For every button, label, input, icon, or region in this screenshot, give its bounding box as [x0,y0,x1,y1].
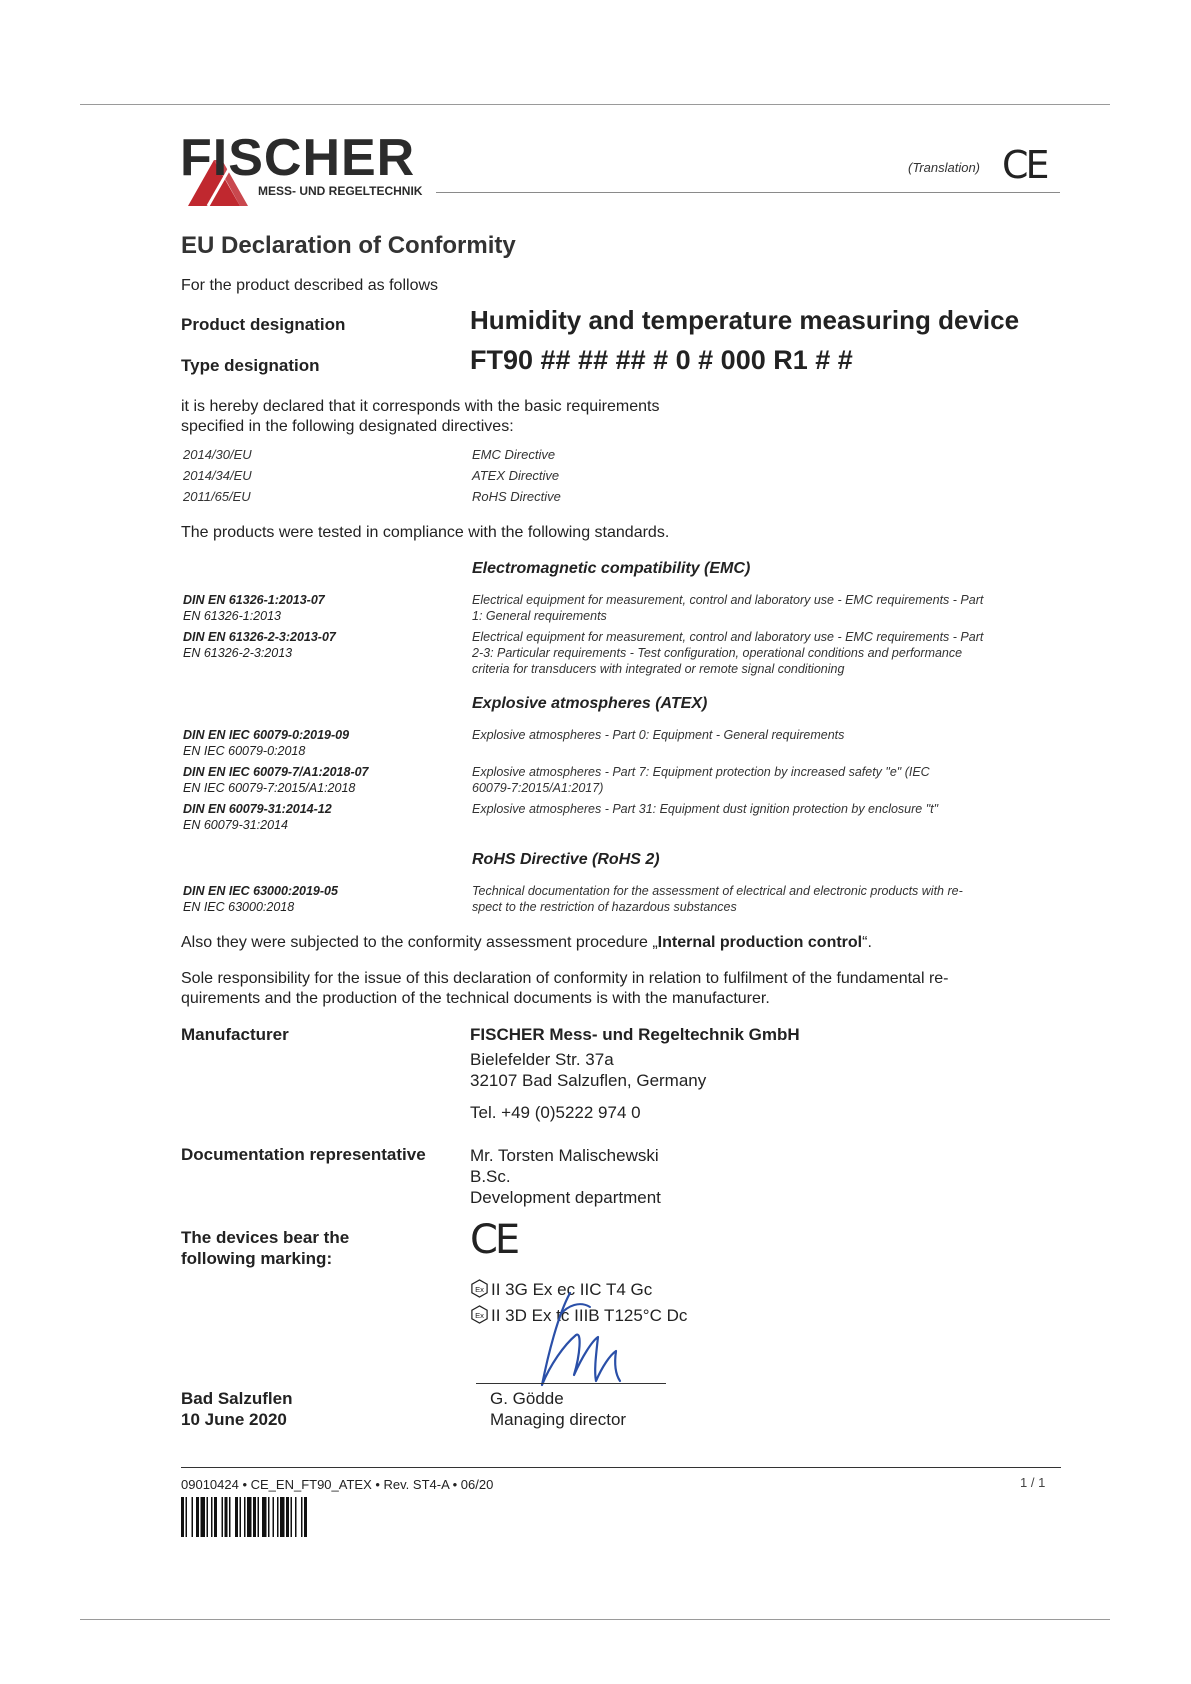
assessment-suffix: “. [862,934,872,951]
barcode-bar [301,1497,303,1537]
doc-rep-details [470,1145,661,1208]
declaration-text [181,397,659,437]
ex-marking-gas-text: II 3G Ex ec IIC T4 Gc [491,1280,653,1299]
standard-description [472,883,1047,915]
type-designation-value: FT90 ## ## ## # 0 # 000 R1 # # [470,345,853,375]
standard-codes [183,629,336,661]
barcode-bar [253,1497,256,1537]
signatory [490,1388,626,1430]
ex-symbol-text: Ex [475,1310,484,1320]
standard-description-line: Electrical equipment for measurement, control and laboratory use - EMC requirements - Part [472,593,984,607]
barcode-bar [247,1497,252,1537]
document-header [180,128,1060,208]
logo-wordmark: FISCHER [180,129,416,187]
directive-code: 2014/34/EU [183,468,252,483]
doc-rep-degree: B.Sc. [470,1167,511,1186]
standard-en-code: EN 61326-1:2013 [183,609,281,623]
signatory-title: Managing director [490,1410,627,1429]
signature-place: Bad Salzuflen [181,1389,293,1408]
standard-codes [183,764,369,796]
standard-description [472,629,1047,677]
section-title-emc: Electromagnetic compatibility (EMC) [472,560,751,577]
manufacturer-tel: Tel. +49 (0)5222 974 0 [470,1103,641,1122]
signatory-name: G. Gödde [490,1389,564,1408]
barcode-bar [222,1497,224,1537]
manufacturer-address [470,1049,706,1091]
logo-subtitle: MESS- UND REGELTECHNIK [258,184,423,198]
standard-description-line: 60079-7:2015/A1:2017) [472,781,604,795]
footer-doc-id: 09010424 • CE_EN_FT90_ATEX • Rev. ST4-A • 06/20 [181,1477,494,1492]
directive-code: 2014/30/EU [183,447,252,462]
bottom-border-line [80,1619,1110,1620]
type-designation-label: Type designation [181,356,320,375]
responsibility-line-2: quirements and the production of the technical documents is with the manufacturer. [181,990,770,1007]
ex-symbol-text: Ex [475,1284,484,1294]
marking-label-line-1: The devices bear the [181,1228,350,1247]
standard-description-line: Explosive atmospheres - Part 7: Equipment protection by increased safety "e" (IEC [472,765,930,779]
ce-mark: CE [470,1217,518,1263]
standard-description [472,592,1047,624]
manufacturer-label: Manufacturer [181,1025,289,1044]
barcode-bar [207,1497,209,1537]
ce-mark-header: CE [1002,143,1047,187]
product-designation-label: Product designation [181,315,346,334]
assessment-procedure: Internal production control [657,934,863,951]
header-rule [436,192,1060,193]
standard-codes [183,592,325,624]
barcode-bar [258,1497,260,1537]
standard-description-line: 1: General requirements [472,609,607,623]
barcode-bar [244,1497,246,1537]
signature-line [476,1383,666,1384]
manufacturer-city: 32107 Bad Salzuflen, Germany [470,1071,707,1090]
standard-en-code: EN IEC 60079-0:2018 [183,744,306,758]
footer-rule [181,1467,1061,1468]
signature-date: 10 June 2020 [181,1410,287,1429]
standard-description-line: Electrical equipment for measurement, control and laboratory use - EMC requirements - Part [472,630,984,644]
standard-en-code: EN IEC 60079-7:2015/A1:2018 [183,781,356,795]
barcode-bar [186,1497,188,1537]
assessment-prefix: Also they were subjected to the conformity assessment procedure „ [181,934,658,951]
standard-din-code: DIN EN IEC 60079-7/A1:2018-07 [183,765,369,779]
directive-name: EMC Directive [472,447,556,462]
standard-description-line: Technical documentation for the assessment of electrical and electronic products with re- [472,884,963,898]
manufacturer-street: Bielefelder Str. 37a [470,1050,614,1069]
ex-hexagon-icon [470,1279,489,1298]
barcode-bar [286,1497,289,1537]
place-date [181,1388,292,1430]
product-designation-value: Humidity and temperature measuring device [470,305,1020,335]
barcode-bar [273,1497,275,1537]
top-border-line [80,104,1110,105]
barcode-bar [268,1497,270,1537]
barcode-bar [192,1497,194,1537]
barcode-graphic [181,1497,353,1537]
barcode-bar [235,1497,238,1537]
standard-description-line: Explosive atmospheres - Part 0: Equipment - General requirements [472,728,845,742]
barcode-bar [181,1497,184,1537]
doc-rep-dept: Development department [470,1188,661,1207]
responsibility-text [181,969,949,1009]
declaration-line-2: specified in the following designated directives: [181,418,514,435]
page-title: EU Declaration of Conformity [181,232,516,259]
directive-code: 2011/65/EU [183,489,251,504]
section-title-atex: Explosive atmospheres (ATEX) [472,695,708,712]
signature-graphic [520,1285,640,1395]
standard-codes [183,801,332,833]
standard-din-code: DIN EN 61326-1:2013-07 [183,593,325,607]
standard-description [472,727,1047,743]
standard-en-code: EN IEC 63000:2018 [183,900,295,914]
barcode-bar [201,1497,206,1537]
standard-din-code: DIN EN 60079-31:2014-12 [183,802,332,816]
declaration-line-1: it is hereby declared that it corresponds with the basic requirements [181,398,660,415]
standard-description-line: criteria for transducers with integrated or remote signal conditioning [472,662,845,676]
marking-label-line-2: following marking: [181,1249,333,1268]
barcode-bar [295,1497,297,1537]
standard-din-code: DIN EN IEC 60079-0:2019-09 [183,728,350,742]
doc-rep-name: Mr. Torsten Malischewski [470,1146,659,1165]
assessment-text [181,934,872,952]
ex-marking-dust-text: II 3D Ex tc IIIB T125°C Dc [491,1306,688,1325]
standard-en-code: EN 61326-2-3:2013 [183,646,293,660]
barcode-bar [277,1497,279,1537]
directive-name: RoHS Directive [472,489,561,504]
standard-en-code: EN 60079-31:2014 [183,818,288,832]
barcode-bar [211,1497,213,1537]
standard-description [472,764,1047,796]
barcode-bar [280,1497,285,1537]
standard-description-line: 2-3: Particular requirements - Test configuration, operational conditions and performance [472,646,963,660]
ex-hexagon-icon [470,1305,489,1324]
standard-codes [183,883,338,915]
standard-din-code: DIN EN IEC 63000:2019-05 [183,884,338,898]
barcode-bar [214,1497,217,1537]
translation-note: (Translation) [908,160,981,175]
barcode-bar [304,1497,307,1537]
responsibility-line-1: Sole responsibility for the issue of this declaration of conformity in relation to fulfilment of the fundamental re- [181,970,949,987]
barcode-bar [196,1497,199,1537]
intro-text: For the product described as follows [181,277,439,294]
directive-name: ATEX Directive [472,468,560,483]
marking-label [181,1227,349,1269]
standard-description-line: Explosive atmospheres - Part 31: Equipment dust ignition protection by enclosure "t" [472,802,939,816]
barcode-bar [229,1497,231,1537]
doc-rep-label: Documentation representative [181,1145,426,1164]
barcode-bar [240,1497,242,1537]
standard-description-line: spect to the restriction of hazardous substances [472,900,737,914]
standard-din-code: DIN EN 61326-2-3:2013-07 [183,630,336,644]
standard-codes [183,727,349,759]
tested-text: The products were tested in compliance with the following standards. [181,524,670,541]
barcode-bar [291,1497,293,1537]
barcode-bar [262,1497,267,1537]
section-title-rohs: RoHS Directive (RoHS 2) [472,851,660,868]
standard-description [472,801,1047,817]
barcode-bar [225,1497,228,1537]
footer-page-number: 1 / 1 [1020,1475,1046,1490]
manufacturer-name: FISCHER Mess- und Regeltechnik GmbH [470,1025,800,1044]
